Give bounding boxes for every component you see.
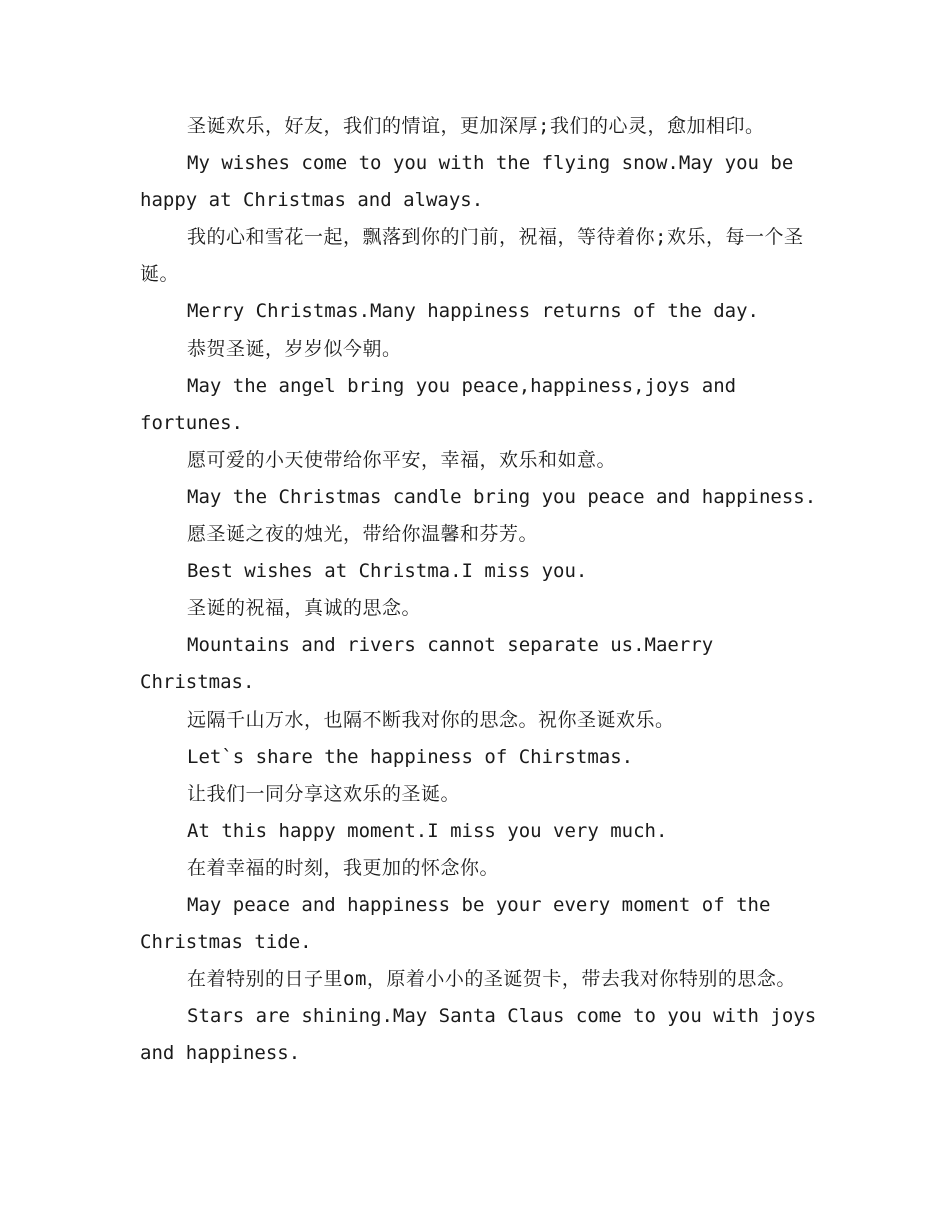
- document-body: [140, 108, 825, 1072]
- paragraph-8-en: May the Christmas candle bring you peace and happiness.: [187, 485, 817, 508]
- paragraph-1-cn: 圣诞欢乐，好友，我们的情谊，更加深厚;我们的心灵，愈加相印。: [187, 115, 765, 137]
- paragraph-15-cn: 让我们一同分享这欢乐的圣诞。: [187, 782, 461, 805]
- paragraph-11-cn: 圣诞的祝福，真诚的思念。: [187, 597, 422, 620]
- paragraph-2-en: My wishes come to you with the flying snow.May you be happy at Christmas and always.: [140, 152, 794, 212]
- paragraph-7-cn: 愿可爱的小天使带给你平安，幸福，欢乐和如意。: [187, 448, 617, 471]
- paragraph-20-en: Stars are shining.May Santa Claus come to you with joys and happiness.: [140, 1005, 817, 1065]
- paragraph-3-cn: 我的心和雪花一起，飘落到你的门前，祝福，等待着你;欢乐，每一个圣诞。: [140, 226, 804, 286]
- paragraph-9-cn: 愿圣诞之夜的烛光，带给你温馨和芬芳。: [187, 523, 539, 546]
- paragraph-19-cn: 在着特别的日子里om，原着小小的圣诞贺卡，带去我对你特别的思念。: [187, 968, 796, 991]
- paragraph-4-en: Merry Christmas.Many happiness returns of the day.: [187, 300, 759, 323]
- paragraph-18-en: May peace and happiness be your every moment of the Christmas tide.: [140, 893, 771, 954]
- paragraph-12-en: Mountains and rivers cannot separate us.Maerry Christmas.: [140, 634, 714, 694]
- paragraph-13-cn: 远隔千山万水，也隔不断我对你的思念。祝你圣诞欢乐。: [187, 708, 675, 731]
- paragraph-17-cn: 在着幸福的时刻，我更加的怀念你。: [187, 856, 500, 879]
- paragraph-10-en: Best wishes at Christma.I miss you.: [187, 560, 588, 583]
- paragraph-14-en: Let`s share the happiness of Chirstmas.: [187, 745, 634, 768]
- paragraph-16-en: At this happy moment.I miss you very much.: [187, 819, 668, 842]
- paragraph-6-en: May the angel bring you peace,happiness,joys and fortunes.: [140, 374, 737, 434]
- paragraph-5-cn: 恭贺圣诞，岁岁似今朝。: [187, 337, 402, 360]
